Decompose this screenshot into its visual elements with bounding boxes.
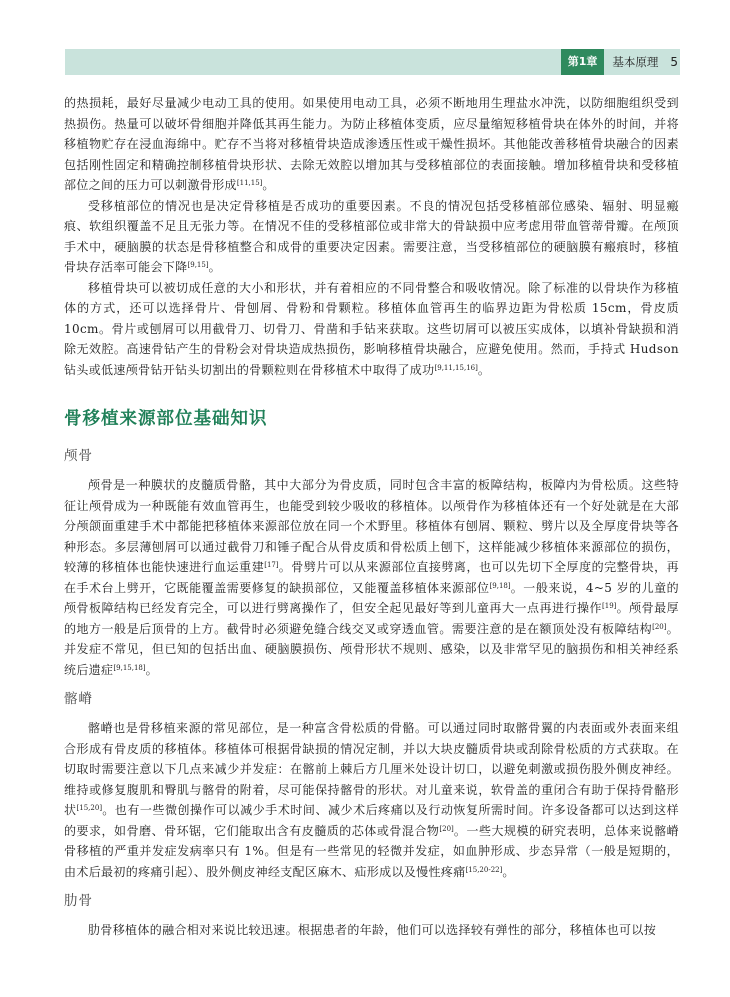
text-run: 。骨劈片可以从来源部位直接劈离，也可以先切下全厚度的完整骨块，再在手术台上劈开，它既能覆盖需要修复的缺损部位，又能覆盖移植体来源部位	[64, 560, 680, 595]
text-run: 肋骨移植体的融合相对来说比较迅速。根据患者的年龄，他们可以选择较有弹性的部分，移植体也可以按	[88, 923, 657, 937]
paragraph-iliac	[64, 718, 679, 882]
citation: [20]	[652, 622, 667, 631]
citation: [20]	[439, 824, 454, 833]
text-run: 。颅骨最厚的地方一般是后顶骨的上方。截骨时必须避免缝合线交叉或穿透血管。需要注意的是在额顶处没有板障结构	[64, 601, 679, 636]
citation: [9,15,18]	[113, 663, 146, 672]
citation: [9,18]	[489, 581, 511, 590]
subsection-title-rib: 肋骨	[64, 893, 93, 909]
text-run: 。并发症不常见，但已知的包括出血、硬脑膜损伤、颅骨形状不规则、感染，以及非常罕见的脑损伤和相关神经系统后遗症	[64, 621, 679, 677]
intro-paragraph-2	[64, 196, 679, 278]
text-run: 受移植部位的情况也是决定骨移植是否成功的重要因素。不良的情况包括受移植部位感染、辐射、明显瘢痕、软组织覆盖不足且无张力等。在情况不佳的受移植部位或非常大的骨缺损中应考虑用带血管蒂骨瓣。在颅顶手术中，硬脑膜的状态是骨移植整合和成骨的重要决定因素。需要注意，当受移植部位的硬脑膜有瘢痕时，移植骨块存活率可能会下降	[64, 198, 679, 274]
intro-paragraph-3	[64, 278, 679, 381]
intro-paragraph-1	[64, 93, 679, 196]
text-run: 。一般来说，4~5 岁的儿童的颅骨板障结构已经发育完全，可以进行劈离操作了，但安全起见最好等到儿童再大一点再进行操作	[64, 580, 680, 615]
text-run: 颅骨是一种膜状的皮髓质骨骼，其中大部分为骨皮质，同时包含丰富的板障结构，板障内为骨松质。这些特征让颅骨成为一种既能有效血管再生，也能受到较少吸收的移植体。以颅骨作为移植体还有一个好处就是在大部分颅颌面重建手术中都能把移植体来源部位放在同一个术野里。移植体有刨屑、颗粒、劈片以及全厚度骨块等各种形态。多层薄刨屑可以通过截骨刀和锤子配合从骨皮质和骨松质上刨下，这样能减少移植体来源部位的损伤，较薄的移植体也能快速进行血运重建	[64, 478, 679, 574]
paragraph-rib	[64, 920, 679, 941]
running-header	[561, 49, 680, 75]
text-run: 的热损耗，最好尽量减少电动工具的使用。如果使用电动工具，必须不断地用生理盐水冲洗，以防细胞组织受到热损伤。热量可以破坏骨细胞并降低其再生能力。为防止移植体变质，应尽量缩短移植骨块在体外的时间，并将移植物贮存在浸血海绵中。贮存不当将对移植骨块造成渗透压性或干燥性损坏。其他能改善移植骨块融合的因素包括刚性固定和精确控制移植骨块形状、去除无效腔以增加其与受移植部位的表面接触。增加移植骨块和受移植部位之间的压力可以刺激骨形成	[64, 96, 679, 192]
chapter-title: 基本原理	[612, 55, 659, 69]
text-run: 。	[502, 864, 515, 879]
citation: [19]	[602, 602, 617, 610]
page-content	[64, 93, 679, 941]
text-run: 移植骨块可以被切成任意的大小和形状，并有着相应的不同骨整合和吸收情况。除了标准的以骨块作为移植体的方式，还可以选择骨片、骨刨屑、骨粉和骨颗粒。移植体血管再生的临界边距为骨松质 15cm，骨皮质 10cm。骨片或刨屑可以用截骨刀、切骨刀、骨凿和手钻来获取。这些切屑可以被压实成体，以填补骨缺损和消除无效腔。高速骨钻产生的骨粉会对骨块造成热损伤，影响移植骨块融合，应避免使用。然而，手持式 Hudson 钻头或低速颅骨钻开钻头切割出的骨颗粒则在骨移植术中取得了成功	[64, 280, 679, 377]
subsection-title-iliac: 髂嵴	[64, 691, 93, 707]
citation: [9,11,15,16]	[434, 363, 478, 372]
text-run: 。一些大规模的研究表明，总体来说髂嵴骨移植的严重并发症发病率只有 1%。但是有一些常见的轻微并发症，如血肿形成、步态异常（一般是短期的，由术后最初的疼痛引起）、股外侧皮神经支配区麻木、疝形成以及慢性疼痛	[64, 823, 679, 879]
citation: [15,20]	[76, 804, 103, 812]
text-run: 。	[208, 260, 221, 274]
text-run: 。	[477, 362, 491, 377]
text-run: 。	[262, 178, 275, 192]
text-run: 。也有一些微创操作可以减少手术时间、减少术后疼痛以及行动恢复所需时间。许多设备都可以达到这样的要求，如骨磨、骨环锯，它们能取出含有皮髓质的芯体或骨混合物	[64, 803, 679, 838]
chapter-badge: 第1章	[561, 49, 605, 75]
citation: [11,15]	[236, 179, 263, 187]
paragraph-cranial	[64, 475, 679, 680]
section-title: 骨移植来源部位基础知识	[64, 409, 268, 429]
page-number: 5	[670, 55, 678, 69]
text-run: 髂嵴也是骨移植来源的常见部位，是一种富含骨松质的骨骼。可以通过同时取髂骨翼的内表面或外表面来组合形成有骨皮质的移植体。移植体可根据骨缺损的情况定制，并以大块皮髓质骨块或刮除骨松质的方式获取。在切取时需要注意以下几点来减少并发症：在髂前上棘后方几厘米处设计切口，以避免刺激或损伤股外侧皮神经。维持或修复腹肌和臀肌与髂骨的附着，尽可能保持髂骨的形状。对儿童来说，软骨盖的重闭合有助于保持骨骼形状	[64, 721, 679, 817]
citation: [15,20-22]	[465, 865, 503, 874]
citation: [17]	[264, 561, 279, 569]
subsection-title-cranial: 颅骨	[64, 448, 93, 464]
text-run: 。	[145, 662, 158, 677]
citation: [9,15]	[187, 261, 209, 269]
